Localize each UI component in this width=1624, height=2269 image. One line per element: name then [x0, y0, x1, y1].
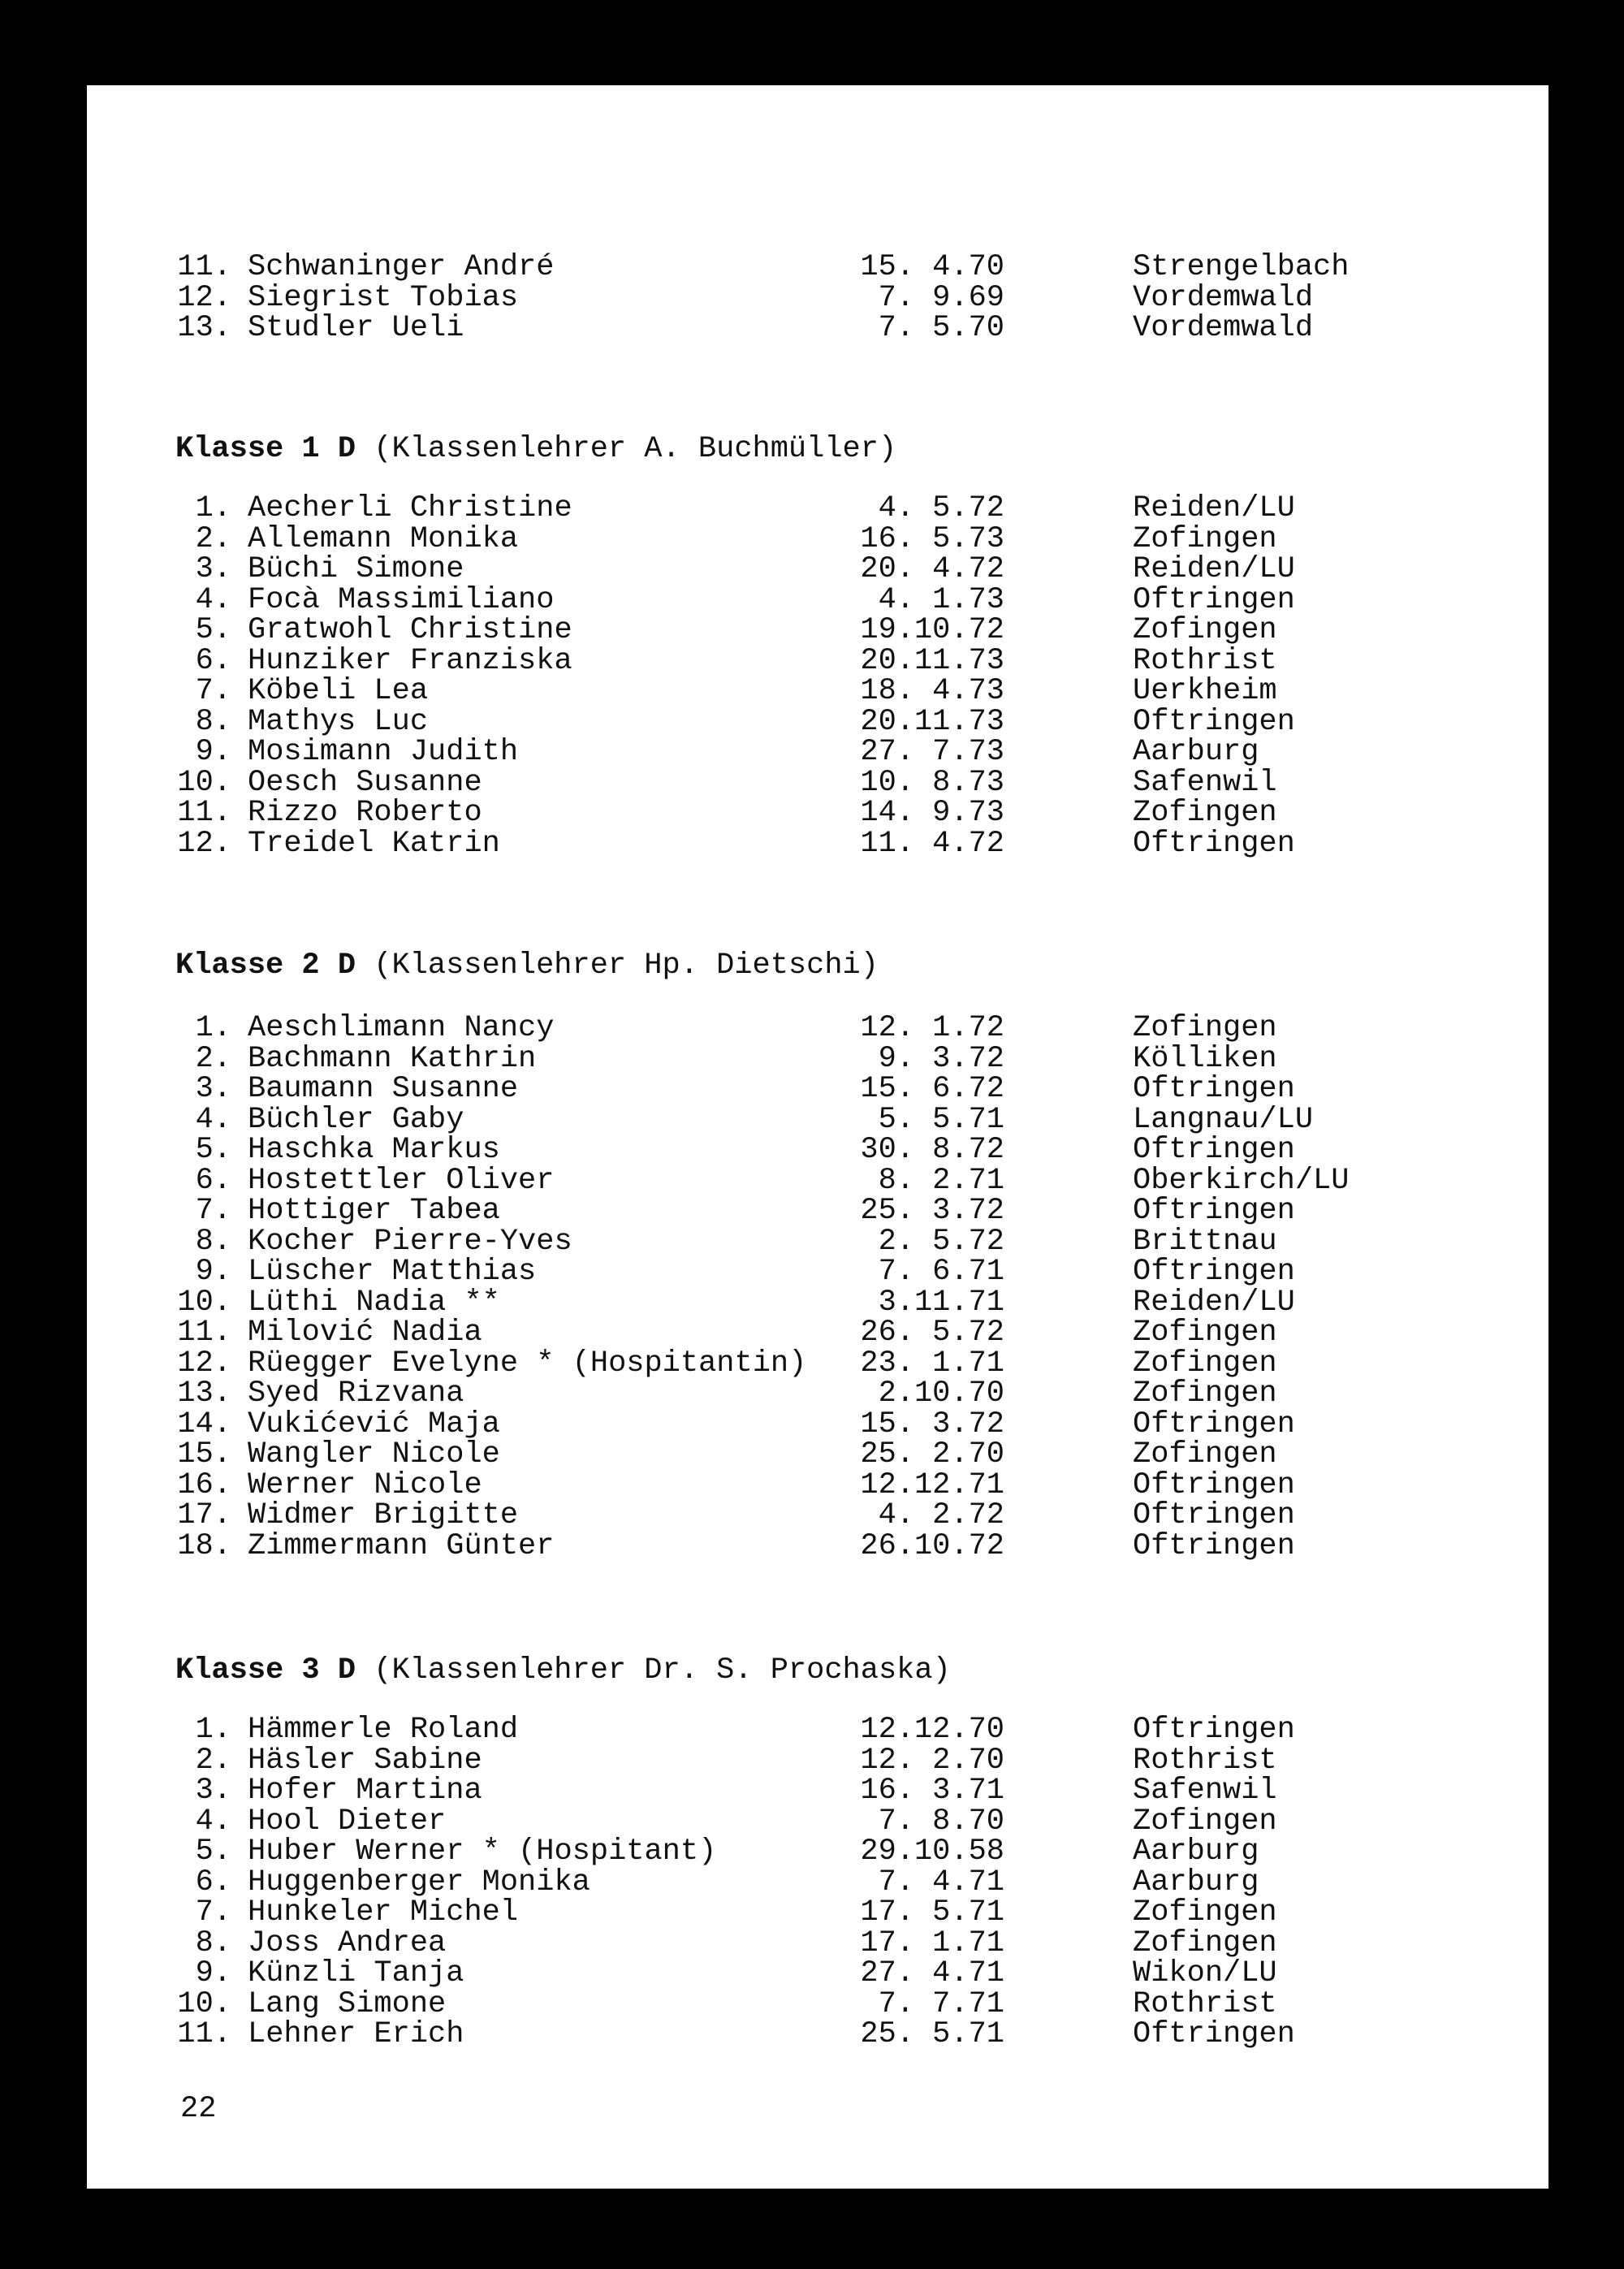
student-num: 8.	[195, 704, 231, 739]
student-date: 20.11.73	[860, 704, 1004, 739]
student-place: Reiden/LU	[1133, 1285, 1295, 1320]
student-place: Oftringen	[1133, 1713, 1295, 1747]
student-name: Kocher Pierre-Yves	[248, 1224, 572, 1259]
student-row	[0, 2017, 1624, 2051]
student-row	[0, 1498, 1624, 1532]
student-row	[0, 1407, 1624, 1441]
student-date: 19.10.72	[860, 613, 1004, 647]
student-name: Widmer Brigitte	[248, 1498, 519, 1532]
class-teacher: (Klassenlehrer Dr. S. Prochaska)	[356, 1653, 951, 1688]
student-date: 14. 9.73	[860, 796, 1004, 830]
student-name: Oesch Susanne	[248, 765, 482, 800]
student-place: Zofingen	[1133, 796, 1277, 830]
student-name: Wangler Nicole	[248, 1437, 500, 1472]
student-date: 15. 6.72	[860, 1072, 1004, 1106]
student-num: 12.	[177, 1346, 231, 1381]
student-name: Allemann Monika	[248, 521, 519, 556]
student-num: 10.	[177, 1285, 231, 1320]
student-date: 17. 1.71	[860, 1925, 1004, 1960]
student-name: Künzli Tanja	[248, 1956, 464, 1990]
student-date: 16. 3.71	[860, 1774, 1004, 1808]
student-name: Vukićević Maja	[248, 1407, 500, 1441]
student-place: Oftringen	[1133, 1194, 1295, 1228]
student-date: 11. 4.72	[860, 826, 1004, 861]
student-date: 9. 3.72	[878, 1041, 1004, 1076]
student-place: Safenwil	[1133, 765, 1277, 800]
student-row	[0, 737, 1624, 768]
student-row	[0, 1102, 1624, 1137]
student-name: Huggenberger Monika	[248, 1865, 590, 1899]
student-name: Hunkeler Michel	[248, 1895, 519, 1930]
student-date: 20.11.73	[860, 643, 1004, 678]
student-place: Reiden/LU	[1133, 491, 1295, 525]
student-place: Aarburg	[1133, 1835, 1259, 1869]
student-date: 26. 5.72	[860, 1316, 1004, 1350]
student-row	[0, 1743, 1624, 1778]
student-row	[0, 1837, 1624, 1868]
student-date: 7. 8.70	[878, 1804, 1004, 1839]
student-name: Mosimann Judith	[248, 735, 519, 769]
student-row	[0, 280, 1624, 315]
student-place: Zofingen	[1133, 521, 1277, 556]
student-row	[0, 1379, 1624, 1410]
student-date: 27. 7.73	[860, 735, 1004, 769]
student-date: 12. 2.70	[860, 1743, 1004, 1778]
student-row	[0, 491, 1624, 525]
student-name: Milović Nadia	[248, 1316, 482, 1350]
student-date: 17. 5.71	[860, 1895, 1004, 1930]
student-num: 11.	[177, 250, 231, 284]
student-name: Aeschlimann Nancy	[248, 1011, 555, 1045]
student-place: Zofingen	[1133, 1011, 1277, 1045]
student-num: 2.	[195, 521, 231, 556]
student-name: Syed Rizvana	[248, 1377, 464, 1411]
student-place: Uerkheim	[1133, 674, 1277, 708]
student-date: 23. 1.71	[860, 1346, 1004, 1381]
student-name: Haschka Markus	[248, 1133, 500, 1167]
student-num: 5.	[195, 613, 231, 647]
student-name: Hottiger Tabea	[248, 1194, 500, 1228]
student-row	[0, 1257, 1624, 1288]
student-name: Mathys Luc	[248, 704, 429, 739]
student-place: Oftringen	[1133, 1072, 1295, 1106]
student-num: 13.	[177, 1377, 231, 1411]
student-name: Lehner Erich	[248, 2017, 464, 2051]
student-row	[0, 1528, 1624, 1563]
student-num: 17.	[177, 1498, 231, 1532]
student-row	[0, 313, 1624, 344]
student-num: 8.	[195, 1925, 231, 1960]
student-date: 8. 2.71	[878, 1163, 1004, 1198]
student-date: 4. 1.73	[878, 582, 1004, 617]
student-row	[0, 1715, 1624, 1746]
class-name: Klasse 3 D	[175, 1653, 356, 1688]
student-name: Focà Massimiliano	[248, 582, 555, 617]
student-date: 30. 8.72	[860, 1133, 1004, 1167]
student-num: 6.	[195, 1163, 231, 1198]
student-place: Safenwil	[1133, 1774, 1277, 1808]
student-place: Zofingen	[1133, 613, 1277, 647]
class-name: Klasse 2 D	[175, 949, 356, 983]
student-place: Rothrist	[1133, 1743, 1277, 1778]
student-row	[0, 676, 1624, 707]
student-date: 4. 5.72	[878, 491, 1004, 525]
student-place: Vordemwald	[1133, 311, 1314, 345]
student-row	[0, 1074, 1624, 1105]
student-num: 6.	[195, 1865, 231, 1899]
student-place: Oberkirch/LU	[1133, 1163, 1350, 1198]
student-num: 11.	[177, 796, 231, 830]
student-num: 7.	[195, 1194, 231, 1228]
student-row	[0, 1986, 1624, 2021]
student-num: 4.	[195, 1804, 231, 1839]
student-place: Brittnau	[1133, 1224, 1277, 1259]
student-name: Büchler Gaby	[248, 1102, 464, 1137]
student-row	[0, 1804, 1624, 1839]
student-place: Oftringen	[1133, 1528, 1295, 1563]
student-row	[0, 1776, 1624, 1807]
student-num: 11.	[177, 2017, 231, 2051]
student-name: Köbeli Lea	[248, 674, 429, 708]
student-name: Gratwohl Christine	[248, 613, 572, 647]
student-place: Zofingen	[1133, 1895, 1277, 1930]
student-name: Studler Ueli	[248, 311, 464, 345]
student-row	[0, 1895, 1624, 1930]
student-place: Oftringen	[1133, 1255, 1295, 1289]
class-teacher: (Klassenlehrer A. Buchmüller)	[356, 432, 897, 466]
student-num: 4.	[195, 582, 231, 617]
student-num: 18.	[177, 1528, 231, 1563]
student-row	[0, 1285, 1624, 1320]
student-name: Bachmann Kathrin	[248, 1041, 537, 1076]
student-name: Lüthi Nadia **	[248, 1285, 500, 1320]
student-date: 7. 5.70	[878, 311, 1004, 345]
student-place: Vordemwald	[1133, 280, 1314, 315]
student-date: 15. 3.72	[860, 1407, 1004, 1441]
student-num: 9.	[195, 1255, 231, 1289]
student-row	[0, 1956, 1624, 1990]
student-name: Häsler Sabine	[248, 1743, 482, 1778]
student-name: Lüscher Matthias	[248, 1255, 537, 1289]
student-date: 2.10.70	[878, 1377, 1004, 1411]
student-row	[0, 1196, 1624, 1227]
student-num: 13.	[177, 311, 231, 345]
student-num: 2.	[195, 1743, 231, 1778]
student-date: 5. 5.71	[878, 1102, 1004, 1137]
student-date: 25. 2.70	[860, 1437, 1004, 1472]
student-name: Baumann Susanne	[248, 1072, 519, 1106]
student-date: 3.11.71	[878, 1285, 1004, 1320]
student-row	[0, 1041, 1624, 1076]
student-date: 26.10.72	[860, 1528, 1004, 1563]
student-name: Hool Dieter	[248, 1804, 447, 1839]
student-place: Rothrist	[1133, 1986, 1277, 2021]
student-date: 7. 6.71	[878, 1255, 1004, 1289]
continued-list	[0, 250, 1624, 345]
student-row	[0, 798, 1624, 829]
student-place: Zofingen	[1133, 1316, 1277, 1350]
student-num: 12.	[177, 826, 231, 861]
class-list	[0, 491, 1624, 861]
student-place: Oftringen	[1133, 704, 1295, 739]
student-name: Hostettler Oliver	[248, 1163, 555, 1198]
class-list	[0, 1715, 1624, 2051]
student-row	[0, 765, 1624, 800]
student-place: Oftringen	[1133, 1133, 1295, 1167]
student-row	[0, 250, 1624, 284]
student-name: Büchi Simone	[248, 552, 464, 586]
student-name: Huber Werner * (Hospitant)	[248, 1835, 717, 1869]
student-num: 2.	[195, 1041, 231, 1076]
student-date: 20. 4.72	[860, 552, 1004, 586]
student-name: Lang Simone	[248, 1986, 447, 2021]
student-date: 12. 1.72	[860, 1011, 1004, 1045]
student-name: Hämmerle Roland	[248, 1713, 519, 1747]
student-place: Strengelbach	[1133, 250, 1350, 284]
student-date: 15. 4.70	[860, 250, 1004, 284]
student-date: 29.10.58	[860, 1835, 1004, 1869]
student-num: 12.	[177, 280, 231, 315]
student-row	[0, 521, 1624, 556]
student-date: 27. 4.71	[860, 1956, 1004, 1990]
student-place: Oftringen	[1133, 2017, 1295, 2051]
student-row	[0, 1467, 1624, 1502]
student-row	[0, 1318, 1624, 1349]
student-row	[0, 1135, 1624, 1166]
student-num: 10.	[177, 765, 231, 800]
student-row	[0, 1163, 1624, 1198]
student-row	[0, 1224, 1624, 1259]
student-place: Zofingen	[1133, 1925, 1277, 1960]
student-num: 14.	[177, 1407, 231, 1441]
student-num: 1.	[195, 491, 231, 525]
student-date: 7. 9.69	[878, 280, 1004, 315]
student-num: 5.	[195, 1835, 231, 1869]
student-place: Oftringen	[1133, 826, 1295, 861]
class-heading	[175, 434, 896, 465]
student-place: Reiden/LU	[1133, 552, 1295, 586]
class-teacher: (Klassenlehrer Hp. Dietschi)	[356, 949, 879, 983]
student-name: Hofer Martina	[248, 1774, 482, 1808]
student-place: Zofingen	[1133, 1437, 1277, 1472]
student-name: Rüegger Evelyne * (Hospitantin)	[248, 1346, 807, 1381]
student-date: 12.12.71	[860, 1467, 1004, 1502]
student-name: Rizzo Roberto	[248, 796, 482, 830]
student-place: Oftringen	[1133, 1407, 1295, 1441]
student-num: 11.	[177, 1316, 231, 1350]
student-name: Zimmermann Günter	[248, 1528, 555, 1563]
student-row	[0, 582, 1624, 617]
student-row	[0, 704, 1624, 739]
student-name: Hunziker Franziska	[248, 643, 572, 678]
student-name: Werner Nicole	[248, 1467, 482, 1502]
student-name: Aecherli Christine	[248, 491, 572, 525]
student-date: 12.12.70	[860, 1713, 1004, 1747]
student-num: 3.	[195, 1774, 231, 1808]
student-date: 4. 2.72	[878, 1498, 1004, 1532]
student-num: 4.	[195, 1102, 231, 1137]
class-heading	[175, 1653, 951, 1688]
student-num: 1.	[195, 1011, 231, 1045]
student-name: Treidel Katrin	[248, 826, 500, 861]
student-place: Aarburg	[1133, 1865, 1259, 1899]
student-row	[0, 643, 1624, 678]
student-name: Siegrist Tobias	[248, 280, 519, 315]
class-heading	[175, 951, 879, 982]
student-num: 15.	[177, 1437, 231, 1472]
student-row	[0, 1013, 1624, 1044]
student-num: 3.	[195, 552, 231, 586]
class-name: Klasse 1 D	[175, 432, 356, 466]
student-place: Oftringen	[1133, 1467, 1295, 1502]
student-row	[0, 613, 1624, 647]
student-date: 2. 5.72	[878, 1224, 1004, 1259]
student-place: Zofingen	[1133, 1804, 1277, 1839]
student-place: Zofingen	[1133, 1346, 1277, 1381]
student-num: 6.	[195, 643, 231, 678]
student-num: 9.	[195, 1956, 231, 1990]
student-num: 1.	[195, 1713, 231, 1747]
student-row	[0, 1346, 1624, 1381]
student-num: 16.	[177, 1467, 231, 1502]
student-date: 7. 4.71	[878, 1865, 1004, 1899]
student-place: Wikon/LU	[1133, 1956, 1277, 1990]
student-row	[0, 1925, 1624, 1960]
student-date: 25. 5.71	[860, 2017, 1004, 2051]
student-date: 18. 4.73	[860, 674, 1004, 708]
student-name: Schwaninger André	[248, 250, 555, 284]
student-name: Joss Andrea	[248, 1925, 447, 1960]
student-row	[0, 1865, 1624, 1899]
student-row	[0, 1437, 1624, 1472]
student-place: Rothrist	[1133, 643, 1277, 678]
student-date: 10. 8.73	[860, 765, 1004, 800]
student-num: 3.	[195, 1072, 231, 1106]
student-place: Zofingen	[1133, 1377, 1277, 1411]
student-place: Oftringen	[1133, 1498, 1295, 1532]
student-num: 7.	[195, 674, 231, 708]
class-list	[0, 1013, 1624, 1562]
student-num: 9.	[195, 735, 231, 769]
student-row	[0, 826, 1624, 861]
student-place: Kölliken	[1133, 1041, 1277, 1076]
student-place: Oftringen	[1133, 582, 1295, 617]
student-row	[0, 552, 1624, 586]
student-place: Aarburg	[1133, 735, 1259, 769]
student-date: 16. 5.73	[860, 521, 1004, 556]
student-place: Langnau/LU	[1133, 1102, 1314, 1137]
student-num: 5.	[195, 1133, 231, 1167]
student-date: 7. 7.71	[878, 1986, 1004, 2021]
student-num: 8.	[195, 1224, 231, 1259]
student-num: 7.	[195, 1895, 231, 1930]
page-number: 22	[180, 2092, 217, 2126]
student-date: 25. 3.72	[860, 1194, 1004, 1228]
student-num: 10.	[177, 1986, 231, 2021]
